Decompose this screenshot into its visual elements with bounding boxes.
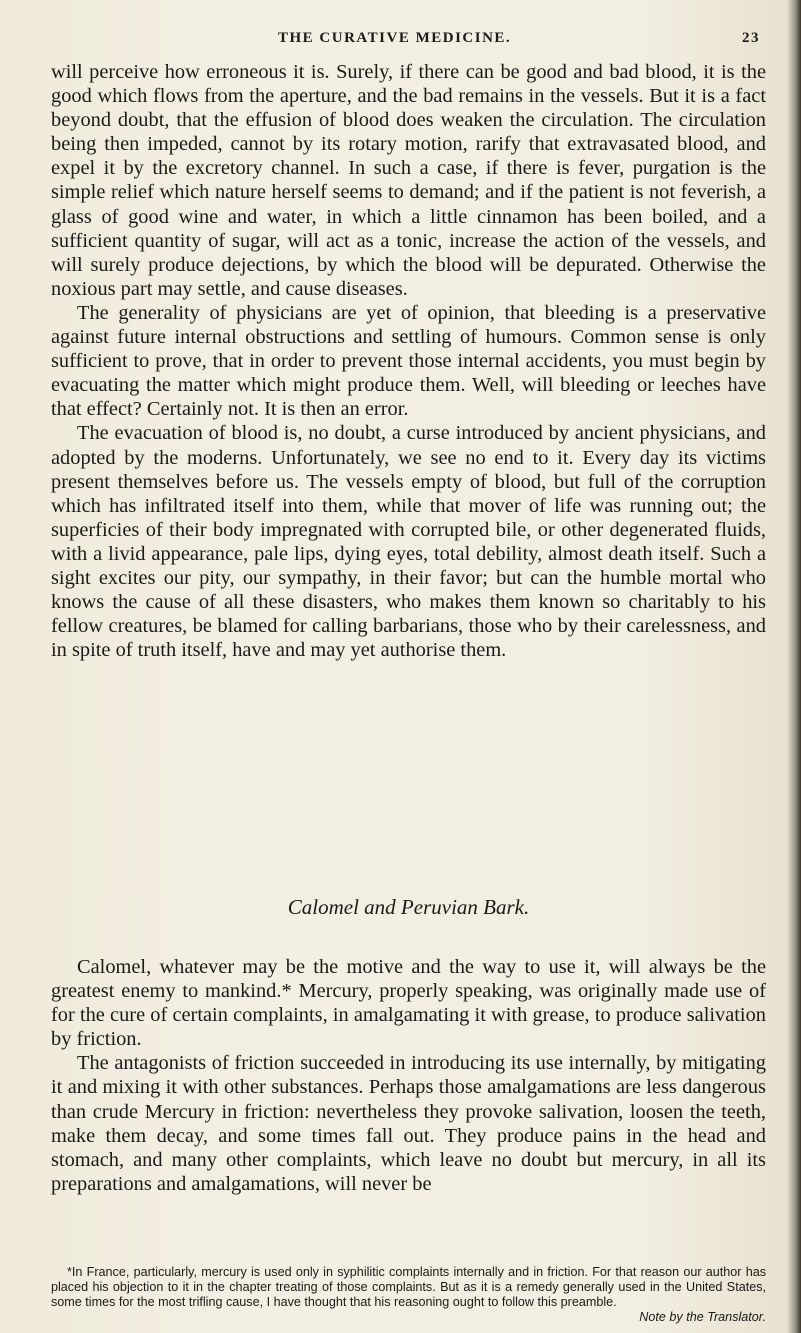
footnote-signature: Note by the Translator. <box>639 1310 766 1324</box>
body-text <box>51 60 766 662</box>
page-header <box>50 30 770 52</box>
page-spine-shadow <box>787 0 801 1333</box>
page-number: 23 <box>742 30 760 46</box>
paragraph: The evacuation of blood is, no doubt, a curse introduced by ancient physicians, and adopted by the moderns. Unfortunately, we see no end to it. Every day its victims present themselves before us. The vessels empty of blood, but full of the corruption which has infiltrated itself into them, while that mover of life was running out; the superficies of their body impregnated with corrupted bile, or other degenerated fluids, with a livid appearance, pale lips, dying eyes, total debility, almost death itself. Such a sight excites our pity, our sympathy, in their favor; but can the humble mortal who knows the cause of all these disasters, who makes them known so charitably to his fellow creatures, be blamed for calling barbarians, those who by their carelessness, and in spite of truth itself, have and may yet authorise them. <box>51 422 766 662</box>
running-title: THE CURATIVE MEDICINE. <box>278 30 512 46</box>
section-heading: Calomel and Peruvian Bark. <box>287 895 530 919</box>
footnote-text: *In France, particularly, mercury is used only in syphilitic complaints internally and in friction. For that reason our author has placed his objection to it in the chapter treating of those complaints. But as it is a remedy generally used in the United States, some times for the most trifling cause, I have thought that his reasoning ought to follow this preamble. <box>51 1265 766 1309</box>
section-body <box>51 955 766 1196</box>
paragraph: will perceive how erroneous it is. Surely, if there can be good and bad blood, it is the good which flows from the aperture, and the bad remains in the vessels. But it is a fact beyond doubt, that the effusion of blood does weaken the circulation. The circulation being then impeded, cannot by its rotary motion, rarify that extravasated blood, and expel it by the excretory channel. In such a case, if there is fever, purgation is the simple relief which nature herself seems to demand; and if the patient is not feverish, a glass of good wine and water, in which a little cinnamon has been boiled, and a sufficient quantity of sugar, will act as a tonic, increase the action of the vessels, and will surely produce dejections, by which the blood will be depurated. Otherwise the noxious part may settle, and cause diseases. <box>51 61 766 300</box>
footnote <box>51 1265 766 1325</box>
paragraph: The antagonists of friction succeeded in introducing its use internally, by mitigating it and mixing it with other substances. Perhaps those amalgamations are less dangerous than crude Mercury in friction: nevertheless they provoke salivation, loosen the teeth, make them decay, and some times fall out. They produce pains in the head and stomach, and many other complaints, which leave no doubt but mercury, in all its preparations and amalgamations, will never be <box>51 1052 766 1195</box>
paragraph: Calomel, whatever may be the motive and the way to use it, will always be the greatest enemy to mankind.* Mercury, properly speaking, was originally made use of for the cure of certain complaints, in amalgamating it with grease, to produce salivation by friction. <box>51 956 766 1051</box>
paragraph: The generality of physicians are yet of opinion, that bleeding is a preservative against future internal obstructions and settling of humours. Common sense is only sufficient to prove, that in order to prevent those internal accidents, you must begin by evacuating the matter which might produce them. Well, will bleeding or leeches have that effect? Certainly not. It is then an error. <box>51 301 766 421</box>
